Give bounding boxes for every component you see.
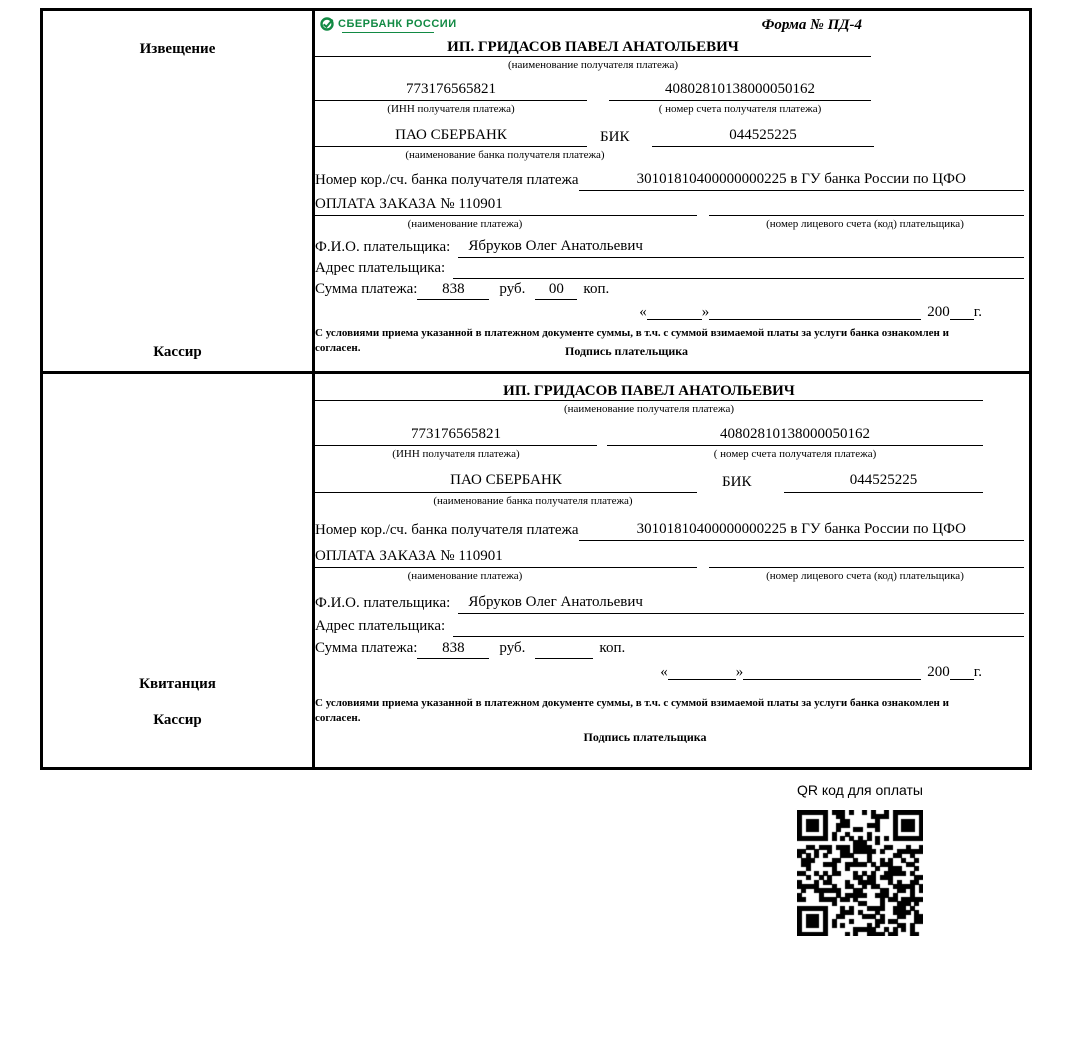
- personal-account-blank: [709, 215, 1024, 216]
- bik-value: 044525225: [652, 123, 874, 147]
- bank-name-2: ПАО СБЕРБАНК: [315, 468, 697, 493]
- bank-caption-2: (наименование банка получателя платежа): [433, 495, 633, 507]
- date-day-blank: [647, 304, 702, 320]
- payer-address-row: [315, 258, 1024, 279]
- account-caption: ( номер счета получателя платежа): [658, 103, 822, 115]
- payer-address-blank-2: [453, 636, 1024, 637]
- sberbank-logo-text: СБЕРБАНК РОССИИ: [338, 18, 457, 30]
- quote-close: »: [701, 304, 710, 320]
- corr-account-label: Номер кор./сч. банка получателя платежа: [315, 172, 579, 188]
- quote-open: «: [639, 304, 647, 320]
- date-year-blank: [950, 304, 974, 320]
- corr-account-value: 30101810400000000225 в ГУ банка России по ЦФО: [579, 168, 1024, 191]
- year-prefix: 200: [927, 304, 950, 320]
- date-row: [315, 304, 982, 320]
- payment-form-pd4: [40, 8, 1032, 770]
- purpose-row-2: [315, 546, 1024, 568]
- date-month-blank: [709, 304, 921, 320]
- amount-label-2: Сумма платежа:: [315, 640, 418, 656]
- account-caption-2: ( номер счета получателя платежа): [713, 448, 877, 460]
- sberbank-logo: [320, 17, 457, 33]
- qr-block: [745, 782, 975, 936]
- rub-label-2: руб.: [499, 640, 526, 656]
- personal-account-caption: (номер лицевого счета (код) плательщика): [766, 218, 964, 230]
- cashier-label-2: Кассир: [153, 712, 202, 728]
- purpose-label: ОПЛАТА ЗАКАЗА №: [315, 196, 455, 212]
- corr-account-row: [315, 169, 1024, 191]
- quote-open-2: «: [660, 664, 668, 680]
- purpose-label-2: ОПЛАТА ЗАКАЗА №: [315, 548, 455, 564]
- notice-body: [315, 11, 1029, 371]
- recipient-name: ИП. ГРИДАСОВ ПАВЕЛ АНАТОЛЬЕВИЧ: [315, 37, 871, 57]
- inn-caption-2: (ИНН получателя платежа): [392, 448, 520, 460]
- bank-caption: (наименование банка получателя платежа): [405, 149, 605, 161]
- inn-value-2: 773176565821: [315, 422, 597, 446]
- amount-row: [315, 279, 609, 300]
- kop-label: коп.: [583, 281, 610, 297]
- form-number: Форма № ПД-4: [761, 17, 862, 33]
- inn-caption: (ИНН получателя платежа): [387, 103, 515, 115]
- order-number-2: 110901: [458, 548, 503, 564]
- personal-account-blank-2: [709, 567, 1024, 568]
- date-year-blank-2: [950, 664, 974, 680]
- corr-account-value-2: 30101810400000000225 в ГУ банка России по ЦФО: [579, 518, 1024, 541]
- bank-name: ПАО СБЕРБАНК: [315, 123, 587, 147]
- bik-value-2: 044525225: [784, 468, 983, 493]
- personal-account-caption-2: (номер лицевого счета (код) плательщика): [766, 570, 964, 582]
- receipt-body: [315, 374, 1029, 767]
- payer-address-row-2: [315, 616, 1024, 637]
- year-suffix: г.: [973, 304, 982, 320]
- amount-kop-blank-2: [535, 638, 593, 659]
- payer-name-row-2: [315, 592, 1024, 614]
- qr-code-image: [797, 810, 923, 936]
- amount-rub-value: 838: [417, 279, 489, 300]
- date-month-blank-2: [743, 664, 921, 680]
- amount-row-2: [315, 638, 625, 659]
- payer-signature-label: Подпись плательщика: [565, 344, 688, 358]
- payer-name-value: Ябруков Олег Анатольевич: [458, 236, 1024, 258]
- recipient-name-2: ИП. ГРИДАСОВ ПАВЕЛ АНАТОЛЬЕВИЧ: [315, 382, 983, 401]
- purpose-field: [315, 194, 697, 216]
- payment-name-caption-2: (наименование платежа): [407, 570, 523, 582]
- purpose-row: [315, 195, 1024, 216]
- rub-label: руб.: [499, 281, 526, 297]
- notice-label: Извещение: [139, 41, 216, 57]
- qr-label: QR код для оплаты: [796, 782, 923, 798]
- payer-name-label: Ф.И.О. плательщика:: [315, 239, 451, 255]
- order-number: 110901: [458, 196, 503, 212]
- notice-section: [43, 11, 1029, 371]
- kop-label-2: коп.: [599, 640, 626, 656]
- sberbank-logo-icon: [320, 17, 334, 31]
- account-value-2: 40802810138000050162: [607, 422, 983, 446]
- payer-name-row: [315, 237, 1024, 258]
- bik-label-2: БИК: [722, 474, 752, 490]
- payer-name-label-2: Ф.И.О. плательщика:: [315, 595, 451, 611]
- payer-address-label-2: Адрес плательщика:: [315, 618, 446, 634]
- corr-account-label-2: Номер кор./сч. банка получателя платежа: [315, 522, 579, 538]
- purpose-field-2: [315, 545, 697, 568]
- receipt-label: Квитанция: [139, 676, 216, 692]
- notice-stub: [43, 11, 315, 371]
- recipient-caption-2: (наименование получателя платежа): [563, 403, 735, 415]
- payer-signature-label-2: Подпись плательщика: [583, 730, 707, 744]
- agreement-text-2: С условиями приема указанной в платежном документе суммы, в т.ч. с суммой взимаемой платы за услуги банка ознакомлен и согласен.: [315, 697, 949, 724]
- quote-close-2: »: [735, 664, 744, 680]
- amount-label: Сумма платежа:: [315, 281, 418, 297]
- payment-name-caption: (наименование платежа): [407, 218, 523, 230]
- amount-kop-value: 00: [535, 279, 577, 300]
- date-day-blank-2: [668, 664, 736, 680]
- agreement-text: С условиями приема указанной в платежном документе суммы, в т.ч. с суммой взимаемой платы за услуги банка ознакомлен и согласен.: [315, 327, 949, 354]
- logo-tagline-line: [342, 32, 434, 33]
- amount-rub-value-2: 838: [417, 638, 489, 659]
- receipt-section: [43, 371, 1029, 767]
- cashier-label: Кассир: [153, 344, 202, 360]
- inn-value: 773176565821: [315, 77, 587, 101]
- corr-account-row-2: [315, 519, 1024, 541]
- date-row-2: [315, 664, 982, 680]
- receipt-stub: [43, 374, 315, 767]
- payer-address-label: Адрес плательщика:: [315, 260, 446, 276]
- year-prefix-2: 200: [927, 664, 950, 680]
- payer-name-value-2: Ябруков Олег Анатольевич: [458, 591, 1024, 614]
- account-value: 40802810138000050162: [609, 77, 871, 101]
- bik-label: БИК: [600, 129, 630, 145]
- recipient-caption: (наименование получателя платежа): [507, 59, 679, 71]
- year-suffix-2: г.: [973, 664, 982, 680]
